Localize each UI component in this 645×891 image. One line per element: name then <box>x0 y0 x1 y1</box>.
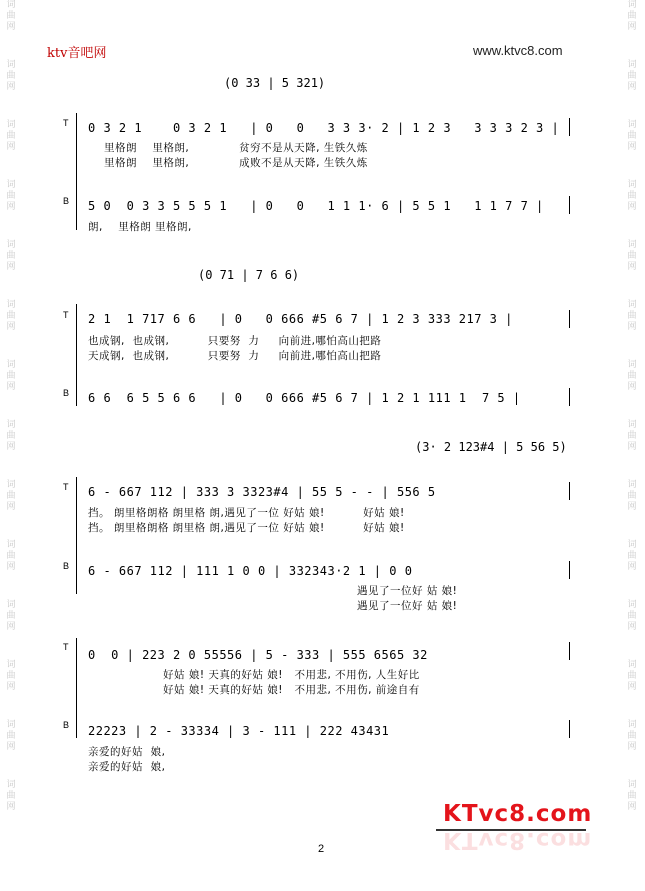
watermark-text: 词 曲 网 <box>627 180 637 212</box>
watermark-text: 词 曲 网 <box>6 180 16 212</box>
watermark-text: 词 曲 网 <box>627 60 637 92</box>
watermark-text: 词 曲 网 <box>627 660 637 692</box>
barline <box>569 720 570 738</box>
watermark-text: 词 曲 网 <box>6 360 16 392</box>
treble-lyrics-verse-1: 好姑 娘! 天真的好姑 娘! 不用悲, 不用伤, 人生好比 <box>163 669 420 681</box>
bass-lyrics: 朗, 里格朗 里格朗, <box>88 221 192 233</box>
watermark-text: 词 曲 网 <box>627 300 637 332</box>
barline <box>569 642 570 660</box>
treble-lyrics-verse-2: 天成钢, 也成钢, 只要努 力 向前进,哪怕高山把路 <box>88 350 382 362</box>
barline <box>569 118 570 136</box>
watermark-text: 词 曲 网 <box>6 0 16 32</box>
treble-notes: 6 - 667 112 | 333 3 3323#4 | 55 5 - - | 556 5 <box>88 485 436 499</box>
ktvc8-logo: KTvc8.com <box>443 801 593 827</box>
treble-label: T <box>63 642 69 652</box>
watermark-text: 词 曲 网 <box>6 60 16 92</box>
treble-notes: 0 0 | 223 2 0 55556 | 5 - 333 | 555 6565 32 <box>88 648 428 662</box>
bass-lyrics-verse-2: 遇见了一位好 姑 娘! <box>357 600 458 612</box>
watermark-text: 词 曲 网 <box>6 420 16 452</box>
bass-notes: 22223 | 2 - 33334 | 3 - 111 | 222 43431 <box>88 724 390 738</box>
barline <box>569 310 570 328</box>
treble-lyrics-verse-2: 好姑 娘! 天真的好姑 娘! 不用悲, 不用伤, 前途自有 <box>163 684 420 696</box>
treble-lyrics-verse-1: 里格朗 里格朗, 贫穷不是从天降, 生铁久炼 <box>104 142 368 154</box>
bass-label: B <box>63 196 70 206</box>
watermark-text: 词 曲 网 <box>627 120 637 152</box>
watermark-text: 词 曲 网 <box>6 120 16 152</box>
treble-notes: 2 1 1 717 6 6 | 0 0 666 #5 6 7 | 1 2 3 333 217 3 | <box>88 312 513 326</box>
barline <box>569 561 570 579</box>
bass-label: B <box>63 561 70 571</box>
bass-lyrics-verse-1: 遇见了一位好 姑 娘! <box>357 585 458 597</box>
bass-notes: 6 - 667 112 | 111 1 0 0 | 332343·2 1 | 0 0 <box>88 564 413 578</box>
watermark-text: 词 曲 网 <box>627 240 637 272</box>
watermark-text: 词 曲 网 <box>6 480 16 512</box>
system-brace <box>76 304 77 406</box>
watermark-text: 词 曲 网 <box>6 540 16 572</box>
side-watermark-right <box>625 0 639 840</box>
bass-notes: 6 6 6 5 5 6 6 | 0 0 666 #5 6 7 | 1 2 1 111 1 7 5 | <box>88 391 521 405</box>
treble-label: T <box>63 482 69 492</box>
treble-lyrics-verse-2: 里格朗 里格朗, 成败不是从天降, 生铁久炼 <box>104 157 368 169</box>
watermark-text: 词 曲 网 <box>627 780 637 812</box>
treble-notes: 0 3 2 1 0 3 2 1 | 0 0 3 3 3· 2 | 1 2 3 3 3 3 2 3 | <box>88 121 560 135</box>
bass-lyrics-verse-2: 亲爱的好姑 娘, <box>88 761 166 773</box>
barline <box>569 196 570 214</box>
intro-phrase: (3· 2 123#4 | 5 56 5) <box>415 440 567 454</box>
watermark-text: 词 曲 网 <box>627 0 637 32</box>
watermark-text: 词 曲 网 <box>6 660 16 692</box>
watermark-text: 词 曲 网 <box>6 300 16 332</box>
treble-lyrics-verse-1: 挡。 朗里格朗格 朗里格 朗,遇见了一位 好姑 娘! 好姑 娘! <box>88 507 405 519</box>
barline <box>569 388 570 406</box>
watermark-text: 词 曲 网 <box>6 600 16 632</box>
watermark-text: 词 曲 网 <box>6 240 16 272</box>
watermark-text: 词 曲 网 <box>627 480 637 512</box>
bass-notes: 5 0 0 3 3 5 5 5 1 | 0 0 1 1 1· 6 | 5 5 1 1 1 7 7 | <box>88 199 544 213</box>
system-brace <box>76 113 77 230</box>
bass-lyrics-verse-1: 亲爱的好姑 娘, <box>88 746 166 758</box>
intro-phrase: (0 71 | 7 6 6) <box>198 268 300 282</box>
treble-label: T <box>63 310 69 320</box>
treble-lyrics-verse-1: 也成钢, 也成钢, 只要努 力 向前进,哪怕高山把路 <box>88 335 382 347</box>
bass-label: B <box>63 720 70 730</box>
system-brace <box>76 477 77 594</box>
side-watermark-left <box>4 0 18 840</box>
watermark-text: 词 曲 网 <box>6 720 16 752</box>
intro-phrase: (0 33 | 5 321) <box>224 76 326 90</box>
watermark-text: 词 曲 网 <box>6 780 16 812</box>
ktvc8-logo-reflection: KTvc8.com <box>443 827 593 853</box>
bass-label: B <box>63 388 70 398</box>
watermark-text: 词 曲 网 <box>627 720 637 752</box>
system-brace <box>76 638 77 738</box>
treble-lyrics-verse-2: 挡。 朗里格朗格 朗里格 朗,遇见了一位 好姑 娘! 好姑 娘! <box>88 522 405 534</box>
barline <box>569 482 570 500</box>
treble-label: T <box>63 118 69 128</box>
watermark-text: 词 曲 网 <box>627 420 637 452</box>
site-logo-left: ktv音吧网 <box>47 46 107 61</box>
watermark-text: 词 曲 网 <box>627 360 637 392</box>
page-number: 2 <box>318 843 325 855</box>
site-url: www.ktvc8.com <box>473 43 563 58</box>
watermark-text: 词 曲 网 <box>627 600 637 632</box>
watermark-text: 词 曲 网 <box>627 540 637 572</box>
